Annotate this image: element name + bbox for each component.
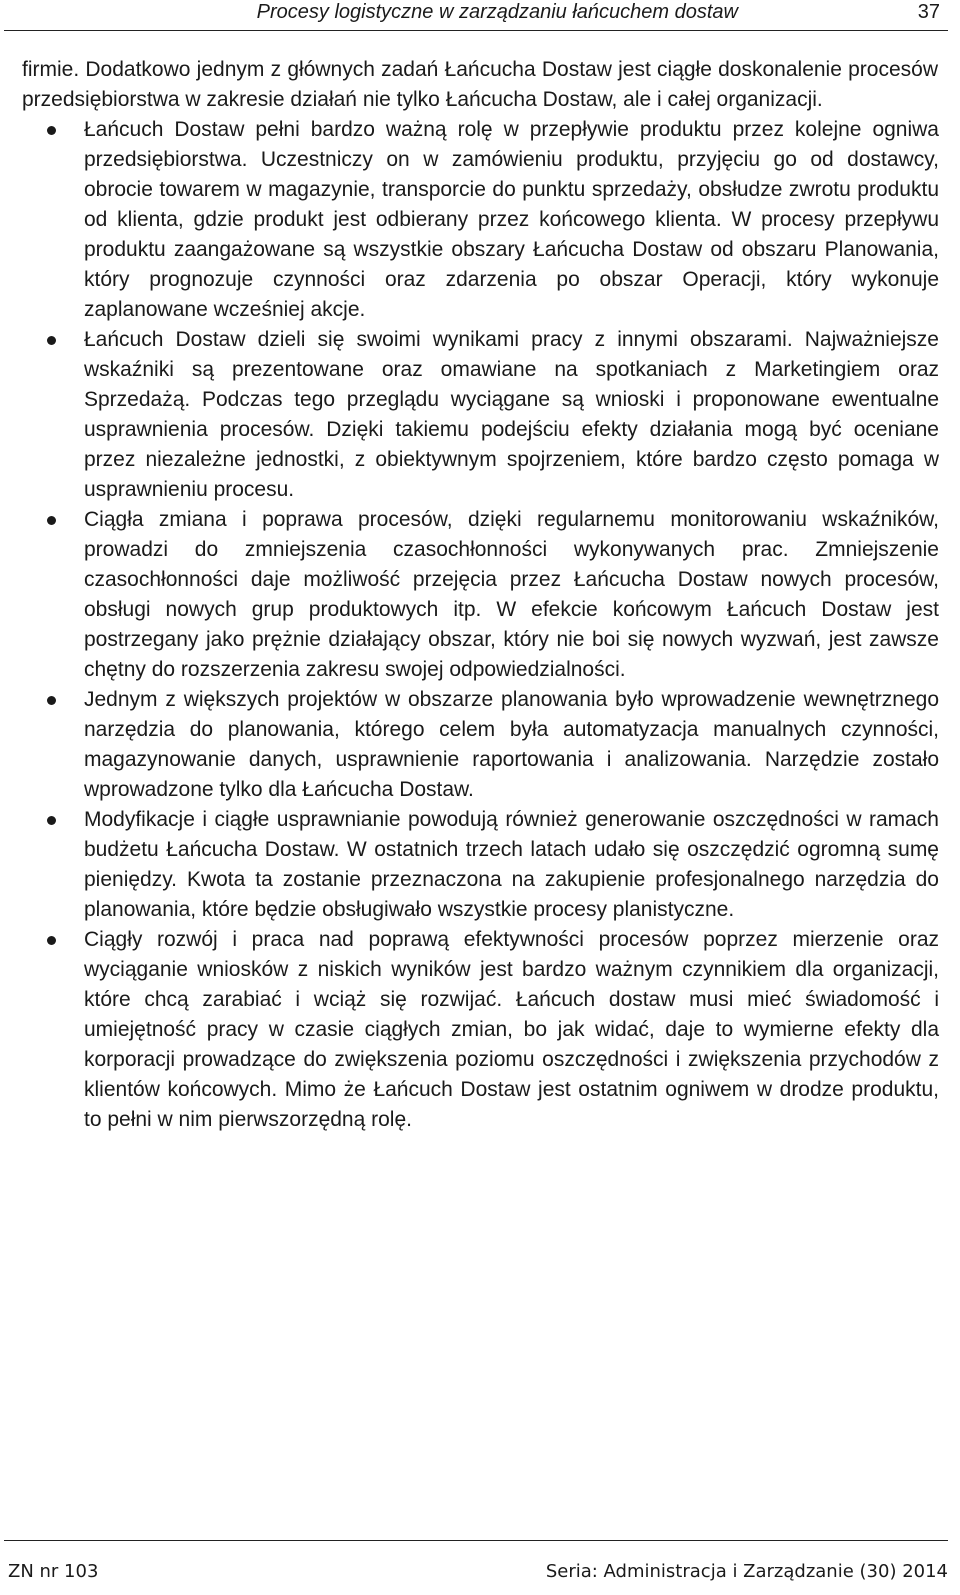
bullet-item (0, 685, 960, 805)
bullet-text: Modyfikacje i ciągłe usprawnianie powodują również generowanie oszczędności w ramach budżetu Łańcucha Dostaw. W ostatnich trzech latach udało się oszczędzić ogromną sumę pieniędzy. Kwota ta zostanie przeznaczona na zakupienie profesjonalnego narzędzia do planowania, które będzie obsługiwało wszystkie procesy planistyczne. (84, 808, 939, 921)
journal-series: Seria: Administracja i Zarządzanie (30) 2014 (545, 1561, 948, 1582)
page-number: 37 (917, 1, 940, 23)
footer-rule (4, 1540, 948, 1541)
bullet-text: Łańcuch Dostaw pełni bardzo ważną rolę w przepływie produktu przez kolejne ogniwa przedsiębiorstwa. Uczestniczy on w zamówieniu produktu, przyjęciu go od dostawcy, obrocie towarem w magazynie, transporcie do punktu sprzedaży, obsłudze zwrotu produktu od klienta, gdzie produkt jest odbierany przez końcowego klienta. W procesy przepływu produktu zaangażowane są wszystkie obszary Łańcucha Dostaw od obszaru Planowania, który prognozuje czynności oraz zdarzenia po obszar Operacji, który wykonuje zaplanowane wcześniej akcje. (84, 118, 939, 321)
bullet-text: Ciągły rozwój i praca nad poprawą efektywności procesów poprzez mierzenie oraz wyciąganie wniosków z niskich wyników jest bardzo ważnym czynnikiem dla organizacji, które chcą zarabiać i wciąż się rozwijać. Łańcuch dostaw musi mieć świadomość i umiejętność pracy w czasie ciągłych zmian, bo jak widać, daje to wymierne efekty dla korporacji prowadzące do zwiększenia poziomu oszczędności i zwiększenia przychodów z klientów końcowych. Mimo że Łańcuch Dostaw jest ostatnim ogniwem w drodze produktu, to pełni w nim pierwszorzędną rolę. (84, 928, 939, 1131)
bullet-item (0, 805, 960, 925)
page-body (0, 55, 960, 1135)
intro-paragraph: firmie. Dodatkowo jednym z głównych zadań Łańcucha Dostaw jest ciągłe doskonalenie procesów przedsiębiorstwa w zakresie działań nie tylko Łańcucha Dostaw, ale i całej organizacji. (22, 58, 938, 111)
journal-issue: ZN nr 103 (8, 1561, 99, 1582)
bullet-icon (47, 336, 56, 345)
running-title: Procesy logistyczne w zarządzaniu łańcuchem dostaw (256, 1, 738, 23)
bullet-text: Ciągła zmiana i poprawa procesów, dzięki regularnemu monitorowaniu wskaźników, prowadzi do zmniejszenia czasochłonności wykonywanych prac. Zmniejszenie czasochłonności daje możliwość przejęcia przez Łańcucha Dostaw nowych procesów, obsługi nowych grup produktowych itp. W efekcie końcowym Łańcuch Dostaw jest postrzegany jako prężnie działający obszar, który nie boi się nowych wyzwań, jest zawsze chętny do rozszerzenia zakresu swojej odpowiedzialności. (84, 508, 939, 681)
page-header (0, 0, 960, 34)
bullet-text: Jednym z większych projektów w obszarze planowania było wprowadzenie wewnętrznego narzędzia do planowania, którego celem była automatyzacja manualnych czynności, magazynowanie danych, usprawnienie raportowania i analizowania. Narzędzie zostało wprowadzone tylko dla Łańcucha Dostaw. (84, 688, 939, 801)
bullet-text: Łańcuch Dostaw dzieli się swoimi wynikami pracy z innymi obszarami. Najważniejsze wskaźniki są prezentowane oraz omawiane na spotkaniach z Marketingiem oraz Sprzedażą. Podczas tego przeglądu wyciągane są wnioski i proponowane ewentualne usprawnienia procesów. Dzięki takiemu podejściu efekty działania mogą być oceniane przez niezależne jednostki, z obiektywnym spojrzeniem, które bardzo często pomaga w usprawnieniu procesu. (84, 328, 939, 501)
bullet-icon (47, 936, 56, 945)
bullet-item (0, 505, 960, 685)
bullet-icon (47, 126, 56, 135)
bullet-list (0, 115, 960, 1135)
bullet-item (0, 925, 960, 1135)
page-footer (0, 1540, 960, 1595)
bullet-icon (47, 816, 56, 825)
bullet-icon (47, 696, 56, 705)
bullet-icon (47, 516, 56, 525)
bullet-item (0, 325, 960, 505)
bullet-item (0, 115, 960, 325)
header-rule (4, 30, 948, 31)
